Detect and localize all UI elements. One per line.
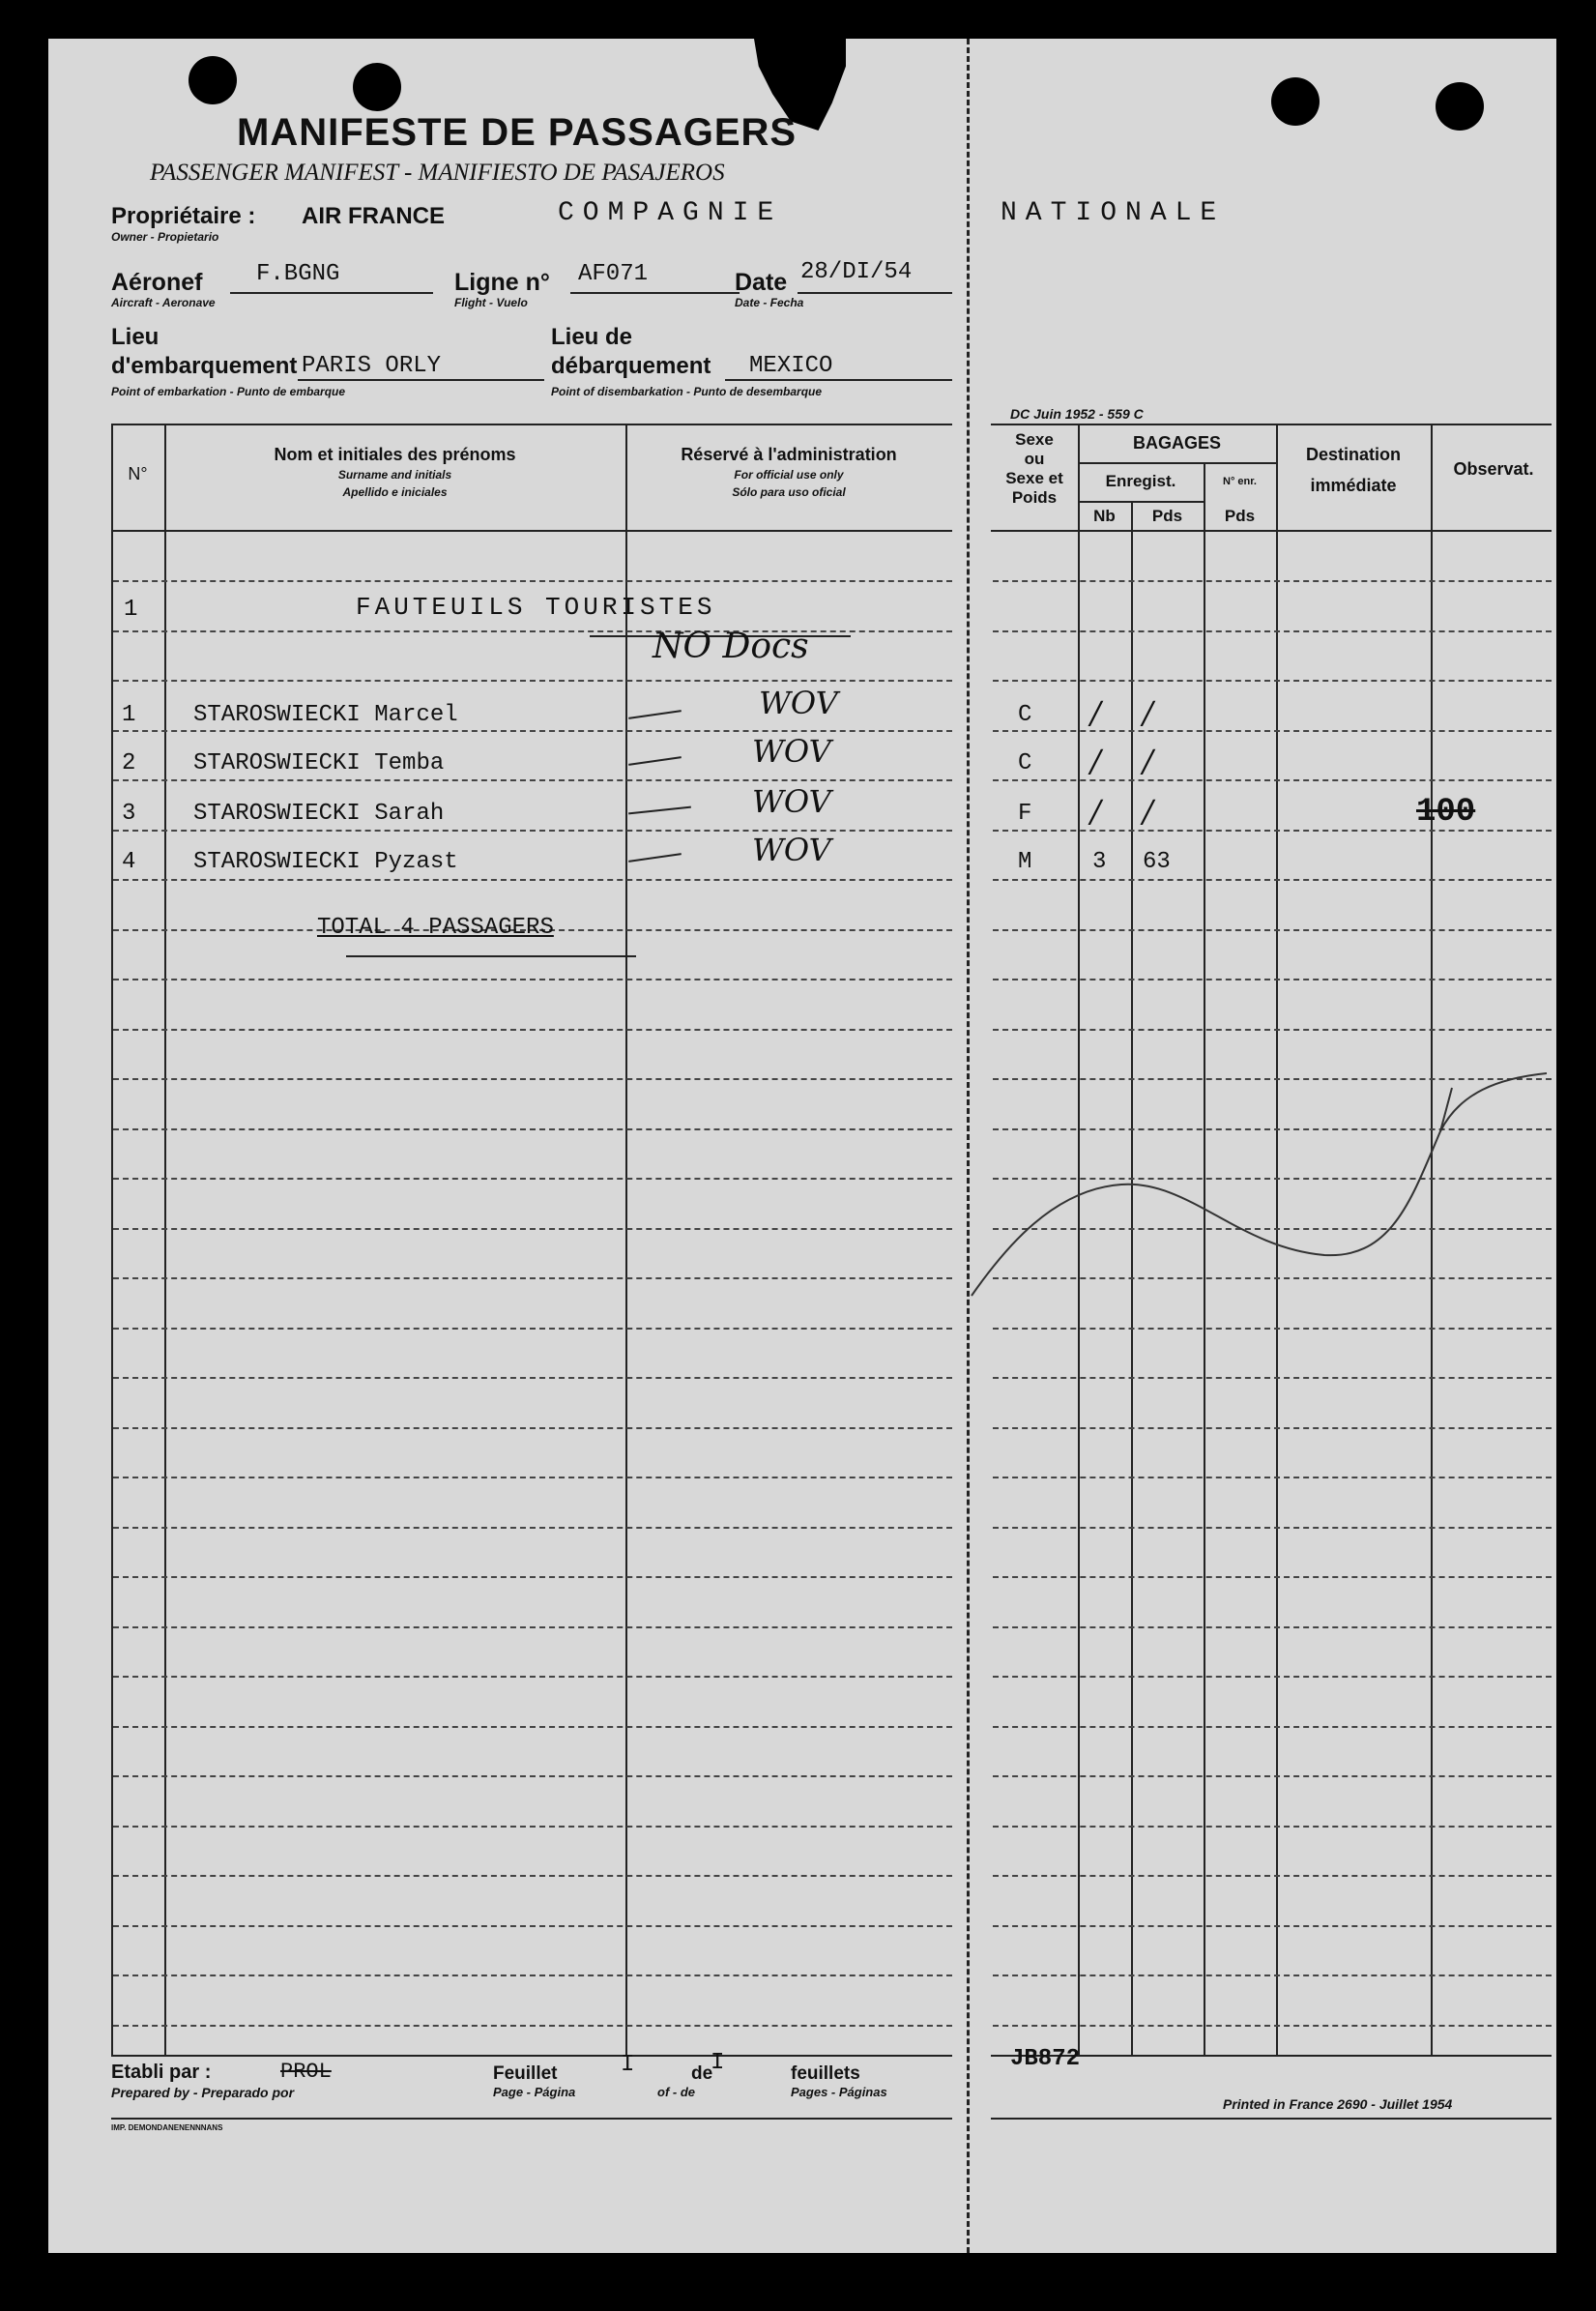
- admin-mark: WOV: [752, 832, 831, 868]
- of-value: I: [711, 2050, 725, 2076]
- passenger-number: 1: [122, 702, 136, 728]
- prepared-by-sub: Prepared by - Preparado por: [111, 2085, 295, 2100]
- col-header-sex-4: Poids: [1011, 488, 1058, 507]
- owner-typed-2: NATIONALE: [1001, 198, 1226, 228]
- form-reference: DC Juin 1952 - 559 C: [1010, 406, 1144, 422]
- of-sub: of - de: [657, 2085, 695, 2099]
- col-header-admin-en: For official use only: [734, 468, 844, 482]
- passenger-name: STAROSWIECKI Temba: [193, 750, 445, 776]
- passenger-sex: M: [1018, 849, 1032, 875]
- col-header-ne-enr: N° enr.: [1223, 476, 1257, 487]
- col-header-name-en: Surname and initials: [337, 468, 452, 482]
- passenger-number: 2: [122, 750, 136, 776]
- col-header-enregist: Enregist.: [1105, 472, 1176, 490]
- admin-mark: WOV: [752, 733, 831, 770]
- stamp-number: JB872: [1010, 2046, 1081, 2072]
- observation-value: 100: [1416, 794, 1476, 831]
- col-header-pds: Pds: [1151, 507, 1183, 525]
- baggage-pds: /: [1143, 793, 1153, 830]
- manifest-sheet: [48, 39, 1556, 2253]
- manifest-title: MANIFESTE DE PASSAGERS: [237, 111, 798, 154]
- footer-line: [111, 2118, 952, 2120]
- col-header-bagages: BAGAGES: [1132, 433, 1221, 453]
- sheets-sub: Pages - Páginas: [791, 2085, 887, 2099]
- owner-sub: Owner - Propietario: [111, 230, 219, 244]
- footer-line: [991, 2118, 1552, 2120]
- col-header-name-es: Apellido e iniciales: [342, 485, 448, 499]
- admin-mark: WOV: [759, 685, 838, 721]
- embark-label-2: d'embarquement: [111, 353, 298, 379]
- date-label: Date: [735, 269, 788, 296]
- sheets-label: feuillets: [791, 2063, 860, 2084]
- sheet-sub: Page - Página: [493, 2085, 576, 2099]
- col-header-nb: Nb: [1093, 507, 1116, 525]
- manifest-subtitle: PASSENGER MANIFEST - MANIFIESTO DE PASAJEROS: [150, 160, 725, 186]
- col-header-dest-1: Destination: [1305, 445, 1401, 464]
- owner-value: AIR FRANCE: [302, 203, 445, 229]
- passenger-sex: F: [1018, 801, 1032, 827]
- aircraft-label: Aéronef: [111, 269, 203, 296]
- passenger-name: STAROSWIECKI Marcel: [193, 702, 458, 728]
- printed-note: Printed in France 2690 - Juillet 1954: [1223, 2096, 1453, 2112]
- col-header-pds2: Pds: [1224, 507, 1256, 525]
- date-sub: Date - Fecha: [735, 296, 804, 309]
- col-header-admin-es: Sólo para uso oficial: [732, 485, 846, 499]
- aircraft-sub: Aircraft - Aeronave: [111, 296, 216, 309]
- disembark-sub: Point of disembarkation - Punto de desembarque: [551, 385, 823, 398]
- passenger-name: STAROSWIECKI Sarah: [193, 801, 445, 827]
- baggage-nb: /: [1090, 793, 1101, 830]
- section-number: 1: [124, 597, 138, 623]
- baggage-nb: /: [1090, 694, 1101, 731]
- baggage-pds: /: [1143, 694, 1153, 731]
- disembark-value: MEXICO: [749, 353, 833, 379]
- handwritten-note: NO Docs: [653, 627, 809, 666]
- embark-label-1: Lieu: [111, 324, 160, 350]
- sheet-value: I: [621, 2052, 635, 2078]
- passenger-sex: C: [1018, 702, 1032, 728]
- admin-mark: WOV: [752, 783, 831, 820]
- col-header-no: N°: [128, 464, 148, 483]
- passenger-number: 4: [122, 849, 136, 875]
- prepared-by-value: PROL: [280, 2060, 332, 2084]
- embark-value: PARIS ORLY: [302, 353, 442, 379]
- col-header-observ: Observat.: [1453, 459, 1534, 479]
- col-header-sex-1: Sexe: [1015, 430, 1054, 449]
- line-label: Ligne n°: [454, 269, 550, 296]
- baggage-pds: /: [1143, 743, 1153, 779]
- baggage-pds: 63: [1143, 849, 1171, 875]
- line-value: AF071: [578, 261, 649, 287]
- owner-typed-1: COMPAGNIE: [558, 198, 783, 228]
- baggage-nb: 3: [1092, 849, 1107, 875]
- line-sub: Flight - Vuelo: [454, 296, 528, 309]
- col-header-sex-2: ou: [1024, 450, 1045, 468]
- pen-scribble: [48, 39, 1556, 2253]
- prepared-by-label: Etabli par :: [111, 2062, 212, 2083]
- baggage-nb: /: [1090, 743, 1101, 779]
- passenger-sex: C: [1018, 750, 1032, 776]
- aircraft-value: F.BGNG: [256, 261, 340, 287]
- owner-label: Propriétaire :: [111, 203, 256, 229]
- of-label: de: [691, 2063, 713, 2084]
- passenger-number: 3: [122, 801, 136, 827]
- col-header-name: Nom et initiales des prénoms: [274, 445, 516, 464]
- disembark-label-1: Lieu de: [551, 324, 633, 350]
- embark-sub: Point of embarkation - Punto de embarque: [111, 385, 346, 398]
- total-passengers: TOTAL 4 PASSAGERS: [317, 915, 554, 941]
- section-label: FAUTEUILS TOURISTES: [356, 593, 716, 622]
- col-header-admin: Réservé à l'administration: [681, 445, 897, 464]
- col-header-dest-2: immédiate: [1310, 476, 1397, 495]
- sheet-label: Feuillet: [493, 2063, 558, 2084]
- date-value: 28/DI/54: [800, 259, 913, 285]
- disembark-label-2: débarquement: [551, 353, 711, 379]
- col-header-sex-3: Sexe et: [1005, 469, 1063, 487]
- imprint-note: IMP. DEMONDANENENNNANS: [111, 2123, 223, 2132]
- passenger-name: STAROSWIECKI Pyzast: [193, 849, 458, 875]
